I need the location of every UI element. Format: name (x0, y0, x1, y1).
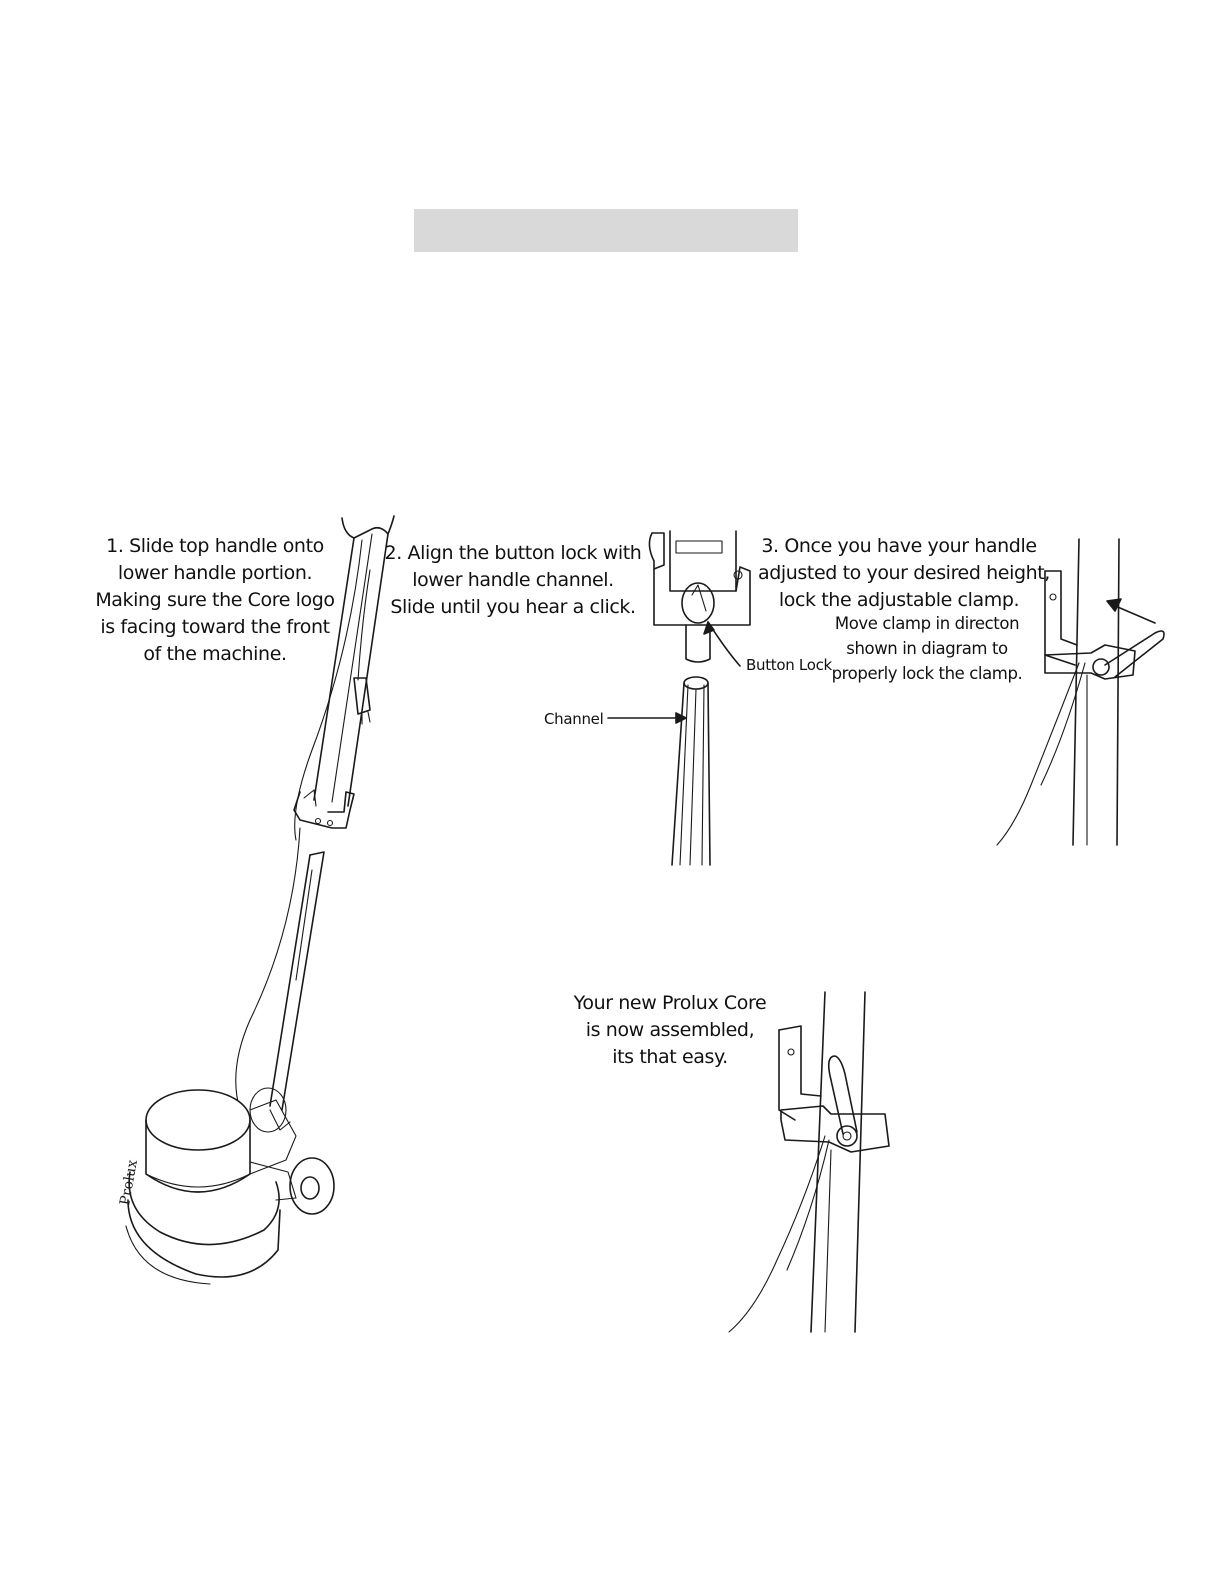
clamp-open-illustration (995, 535, 1175, 850)
step2-line: 2. Align the button lock with (384, 542, 642, 564)
final-line: its that easy. (612, 1046, 728, 1068)
step2-line: Slide until you hear a click. (390, 596, 636, 618)
svg-text:Prolux: Prolux (117, 1158, 141, 1207)
step1-line: is facing toward the front (100, 616, 330, 638)
button-lock-label: Button Lock (746, 656, 832, 674)
step1-line: 1. Slide top handle onto (106, 535, 324, 557)
final-line: Your new Prolux Core (573, 992, 767, 1014)
title-bar (414, 209, 798, 252)
step1-line: lower handle portion. (117, 562, 313, 584)
step3-line: adjusted to your desired height, (758, 562, 1050, 584)
step1-caption (90, 533, 340, 668)
step2-arrows (600, 600, 760, 730)
step3-note-line: properly lock the clamp. (831, 664, 1023, 683)
step3-line: lock the adjustable clamp. (778, 589, 1020, 611)
step1-line: Making sure the Core logo (95, 589, 335, 611)
step3-note-line: Move clamp in directon (834, 614, 1020, 633)
step3-note-line: shown in diagram to (846, 639, 1008, 658)
step3-line: 3. Once you have your handle (761, 535, 1037, 557)
step2-line: lower handle channel. (412, 569, 614, 591)
clamp-locked-illustration (725, 990, 905, 1335)
step1-line: of the machine. (143, 643, 287, 665)
channel-label: Channel (544, 710, 604, 728)
final-line: is now assembled, (585, 1019, 755, 1041)
